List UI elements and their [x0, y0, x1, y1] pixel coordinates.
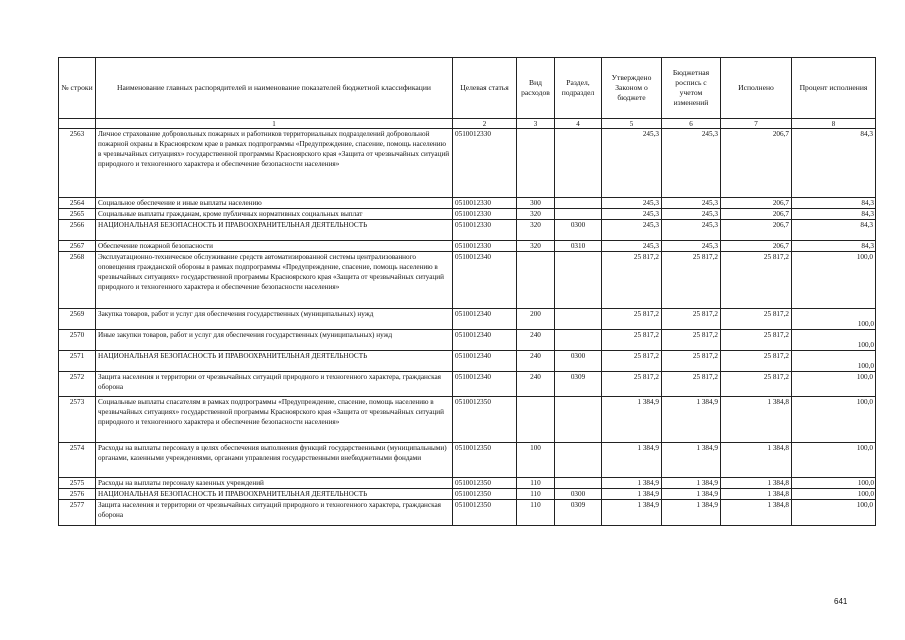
- table-row: [59, 397, 876, 443]
- section-code: [555, 129, 602, 198]
- execution-percent: 100,0: [792, 489, 876, 500]
- expense-type: 110: [517, 478, 555, 489]
- execution-percent: 84,3: [792, 209, 876, 220]
- executed-amount: 206,7: [721, 198, 792, 209]
- section-code: 0300: [555, 489, 602, 500]
- row-name: Расходы на выплаты персоналу в целях обеспечения выполнения функций государственными (муниципальными) органами, казенными учреждениями, органами управления государственными внебюджетными фондами: [96, 443, 453, 478]
- section-code: 0300: [555, 351, 602, 372]
- approved-amount: 1 384,9: [602, 478, 662, 489]
- row-name: Социальные выплаты спасателям в рамках подпрограммы «Предупреждение, спасение, помощь населению в чрезвычайных ситуациях» государственной программы Красноярского края «Защита от чрезвычайных ситуаций природного и техногенного характера и обеспечение безопасности населения»: [96, 397, 453, 443]
- approved-amount: 245,3: [602, 220, 662, 241]
- column-number-row: [59, 119, 876, 129]
- expense-type: 100: [517, 443, 555, 478]
- header-name: Наименование главных распорядителей и наименование показателей бюджетной классификации: [96, 58, 453, 119]
- row-name: Обеспечение пожарной безопасности: [96, 241, 453, 252]
- column-number: 5: [602, 119, 662, 129]
- row-name: Эксплуатационно-техническое обслуживание средств автоматизированной системы централизованного оповещения гражданской обороны в рамках подпрограммы «Предупреждение, спасение, помощь населению в чрезвычайных ситуациях» государственной программы Красноярского края «Защита от чрезвычайных ситуаций природного и техногенного характера и обеспечение безопасности населения»: [96, 252, 453, 309]
- approved-amount: 245,3: [602, 241, 662, 252]
- schedule-amount: 1 384,9: [662, 489, 721, 500]
- table-row: [59, 489, 876, 500]
- schedule-amount: 25 817,2: [662, 309, 721, 330]
- target-article: 0510012340: [453, 309, 517, 330]
- row-name: Защита населения и территории от чрезвычайных ситуаций природного и техногенного характера, гражданская оборона: [96, 372, 453, 397]
- target-article: 0510012330: [453, 129, 517, 198]
- target-article: 0510012350: [453, 443, 517, 478]
- execution-percent: 100,0: [792, 351, 876, 372]
- target-article: 0510012330: [453, 209, 517, 220]
- column-number: 4: [555, 119, 602, 129]
- budget-execution-table: [58, 57, 876, 526]
- executed-amount: 25 817,2: [721, 309, 792, 330]
- table-row: [59, 209, 876, 220]
- row-number: 2577: [59, 500, 96, 526]
- row-number: 2564: [59, 198, 96, 209]
- target-article: 0510012340: [453, 252, 517, 309]
- expense-type: 110: [517, 500, 555, 526]
- section-code: [555, 397, 602, 443]
- column-number: 2: [453, 119, 517, 129]
- expense-type: 320: [517, 209, 555, 220]
- section-code: 0309: [555, 500, 602, 526]
- section-code: [555, 443, 602, 478]
- row-number: 2569: [59, 309, 96, 330]
- table-row: [59, 372, 876, 397]
- expense-type: 320: [517, 241, 555, 252]
- approved-amount: 25 817,2: [602, 372, 662, 397]
- executed-amount: 1 384,8: [721, 397, 792, 443]
- row-name: Социальное обеспечение и иные выплаты населению: [96, 198, 453, 209]
- approved-amount: 1 384,9: [602, 443, 662, 478]
- executed-amount: 25 817,2: [721, 372, 792, 397]
- section-code: 0309: [555, 372, 602, 397]
- expense-type: 320: [517, 220, 555, 241]
- approved-amount: 1 384,9: [602, 500, 662, 526]
- execution-percent: 84,3: [792, 241, 876, 252]
- execution-percent: 84,3: [792, 129, 876, 198]
- target-article: 0510012330: [453, 241, 517, 252]
- section-code: [555, 252, 602, 309]
- table-row: [59, 309, 876, 330]
- schedule-amount: 245,3: [662, 209, 721, 220]
- execution-percent: 100,0: [792, 500, 876, 526]
- approved-amount: 245,3: [602, 129, 662, 198]
- execution-percent: 100,0: [792, 397, 876, 443]
- row-name: Расходы на выплаты персоналу казенных учреждений: [96, 478, 453, 489]
- expense-type: 300: [517, 198, 555, 209]
- target-article: 0510012340: [453, 330, 517, 351]
- table-row: [59, 478, 876, 489]
- section-code: [555, 330, 602, 351]
- row-number: 2575: [59, 478, 96, 489]
- section-code: 0310: [555, 241, 602, 252]
- approved-amount: 25 817,2: [602, 351, 662, 372]
- row-name: Личное страхование добровольных пожарных и работников территориальных подразделений добровольной пожарной охраны в Красноярском крае в рамках подпрограммы «Предупреждение, спасение, помощь населению в чрезвычайных ситуациях» государственной программы Красноярского края «Защита от чрезвычайных ситуаций природного и техногенного характера и обеспечение безопасности населения»: [96, 129, 453, 198]
- target-article: 0510012340: [453, 351, 517, 372]
- table-row: [59, 198, 876, 209]
- approved-amount: 25 817,2: [602, 330, 662, 351]
- table-row: [59, 220, 876, 241]
- expense-type: [517, 129, 555, 198]
- schedule-amount: 1 384,9: [662, 443, 721, 478]
- table-row: [59, 129, 876, 198]
- approved-amount: 25 817,2: [602, 309, 662, 330]
- row-number: 2567: [59, 241, 96, 252]
- schedule-amount: 1 384,9: [662, 397, 721, 443]
- table-row: [59, 330, 876, 351]
- schedule-amount: 1 384,9: [662, 500, 721, 526]
- row-number: 2571: [59, 351, 96, 372]
- target-article: 0510012350: [453, 397, 517, 443]
- header-row-number: № строки: [59, 58, 96, 119]
- section-code: [555, 309, 602, 330]
- expense-type: [517, 397, 555, 443]
- execution-percent: 100,0: [792, 330, 876, 351]
- execution-percent: 100,0: [792, 443, 876, 478]
- section-code: [555, 198, 602, 209]
- header-budget-schedule: Бюджетная роспись с учетом изменений: [662, 58, 721, 119]
- approved-amount: 1 384,9: [602, 489, 662, 500]
- row-name: Закупка товаров, работ и услуг для обеспечения государственных (муниципальных) нужд: [96, 309, 453, 330]
- target-article: 0510012350: [453, 478, 517, 489]
- approved-amount: 245,3: [602, 198, 662, 209]
- section-code: 0300: [555, 220, 602, 241]
- target-article: 0510012330: [453, 198, 517, 209]
- header-expense-type: Вид расходов: [517, 58, 555, 119]
- approved-amount: 1 384,9: [602, 397, 662, 443]
- column-number: 3: [517, 119, 555, 129]
- row-name: Защита населения и территории от чрезвычайных ситуаций природного и техногенного характера, гражданская оборона: [96, 500, 453, 526]
- row-number: 2565: [59, 209, 96, 220]
- column-number: 7: [721, 119, 792, 129]
- executed-amount: 25 817,2: [721, 330, 792, 351]
- expense-type: 240: [517, 372, 555, 397]
- row-name: НАЦИОНАЛЬНАЯ БЕЗОПАСНОСТЬ И ПРАВООХРАНИТЕЛЬНАЯ ДЕЯТЕЛЬНОСТЬ: [96, 351, 453, 372]
- column-number: 8: [792, 119, 876, 129]
- executed-amount: 206,7: [721, 129, 792, 198]
- table-row: [59, 500, 876, 526]
- approved-amount: 245,3: [602, 209, 662, 220]
- row-number: 2573: [59, 397, 96, 443]
- execution-percent: 100,0: [792, 372, 876, 397]
- executed-amount: 206,7: [721, 241, 792, 252]
- schedule-amount: 245,3: [662, 129, 721, 198]
- expense-type: 110: [517, 489, 555, 500]
- table-row: [59, 252, 876, 309]
- schedule-amount: 245,3: [662, 220, 721, 241]
- section-code: [555, 478, 602, 489]
- executed-amount: 25 817,2: [721, 351, 792, 372]
- target-article: 0510012350: [453, 489, 517, 500]
- table-row: [59, 351, 876, 372]
- expense-type: 200: [517, 309, 555, 330]
- executed-amount: 206,7: [721, 220, 792, 241]
- page-number: 641: [834, 597, 848, 606]
- row-number: 2566: [59, 220, 96, 241]
- row-number: 2576: [59, 489, 96, 500]
- expense-type: 240: [517, 330, 555, 351]
- executed-amount: 1 384,8: [721, 489, 792, 500]
- target-article: 0510012330: [453, 220, 517, 241]
- expense-type: 240: [517, 351, 555, 372]
- row-number: 2570: [59, 330, 96, 351]
- header-approved: Утверждено Законом о бюджете: [602, 58, 662, 119]
- schedule-amount: 245,3: [662, 198, 721, 209]
- table-row: [59, 241, 876, 252]
- schedule-amount: 25 817,2: [662, 330, 721, 351]
- column-number: 6: [662, 119, 721, 129]
- header-section: Раздел, подраздел: [555, 58, 602, 119]
- header-target-article: Целевая статья: [453, 58, 517, 119]
- target-article: 0510012340: [453, 372, 517, 397]
- row-name: Иные закупки товаров, работ и услуг для обеспечения государственных (муниципальных) нужд: [96, 330, 453, 351]
- schedule-amount: 25 817,2: [662, 252, 721, 309]
- schedule-amount: 25 817,2: [662, 351, 721, 372]
- schedule-amount: 245,3: [662, 241, 721, 252]
- table-header-row: [59, 58, 876, 119]
- column-number-blank: [59, 119, 96, 129]
- section-code: [555, 209, 602, 220]
- executed-amount: 1 384,8: [721, 443, 792, 478]
- schedule-amount: 1 384,9: [662, 478, 721, 489]
- execution-percent: 100,0: [792, 309, 876, 330]
- execution-percent: 84,3: [792, 198, 876, 209]
- execution-percent: 100,0: [792, 252, 876, 309]
- target-article: 0510012350: [453, 500, 517, 526]
- row-number: 2572: [59, 372, 96, 397]
- executed-amount: 25 817,2: [721, 252, 792, 309]
- row-number: 2574: [59, 443, 96, 478]
- execution-percent: 100,0: [792, 478, 876, 489]
- executed-amount: 1 384,8: [721, 478, 792, 489]
- executed-amount: 1 384,8: [721, 500, 792, 526]
- budget-report-sheet: [58, 57, 875, 526]
- row-name: НАЦИОНАЛЬНАЯ БЕЗОПАСНОСТЬ И ПРАВООХРАНИТЕЛЬНАЯ ДЕЯТЕЛЬНОСТЬ: [96, 220, 453, 241]
- execution-percent: 84,3: [792, 220, 876, 241]
- expense-type: [517, 252, 555, 309]
- row-name: Социальные выплаты гражданам, кроме публичных нормативных социальных выплат: [96, 209, 453, 220]
- row-number: 2568: [59, 252, 96, 309]
- column-number: 1: [96, 119, 453, 129]
- header-executed: Исполнено: [721, 58, 792, 119]
- executed-amount: 206,7: [721, 209, 792, 220]
- row-name: НАЦИОНАЛЬНАЯ БЕЗОПАСНОСТЬ И ПРАВООХРАНИТЕЛЬНАЯ ДЕЯТЕЛЬНОСТЬ: [96, 489, 453, 500]
- schedule-amount: 25 817,2: [662, 372, 721, 397]
- table-row: [59, 443, 876, 478]
- approved-amount: 25 817,2: [602, 252, 662, 309]
- header-percent: Процент исполнения: [792, 58, 876, 119]
- row-number: 2563: [59, 129, 96, 198]
